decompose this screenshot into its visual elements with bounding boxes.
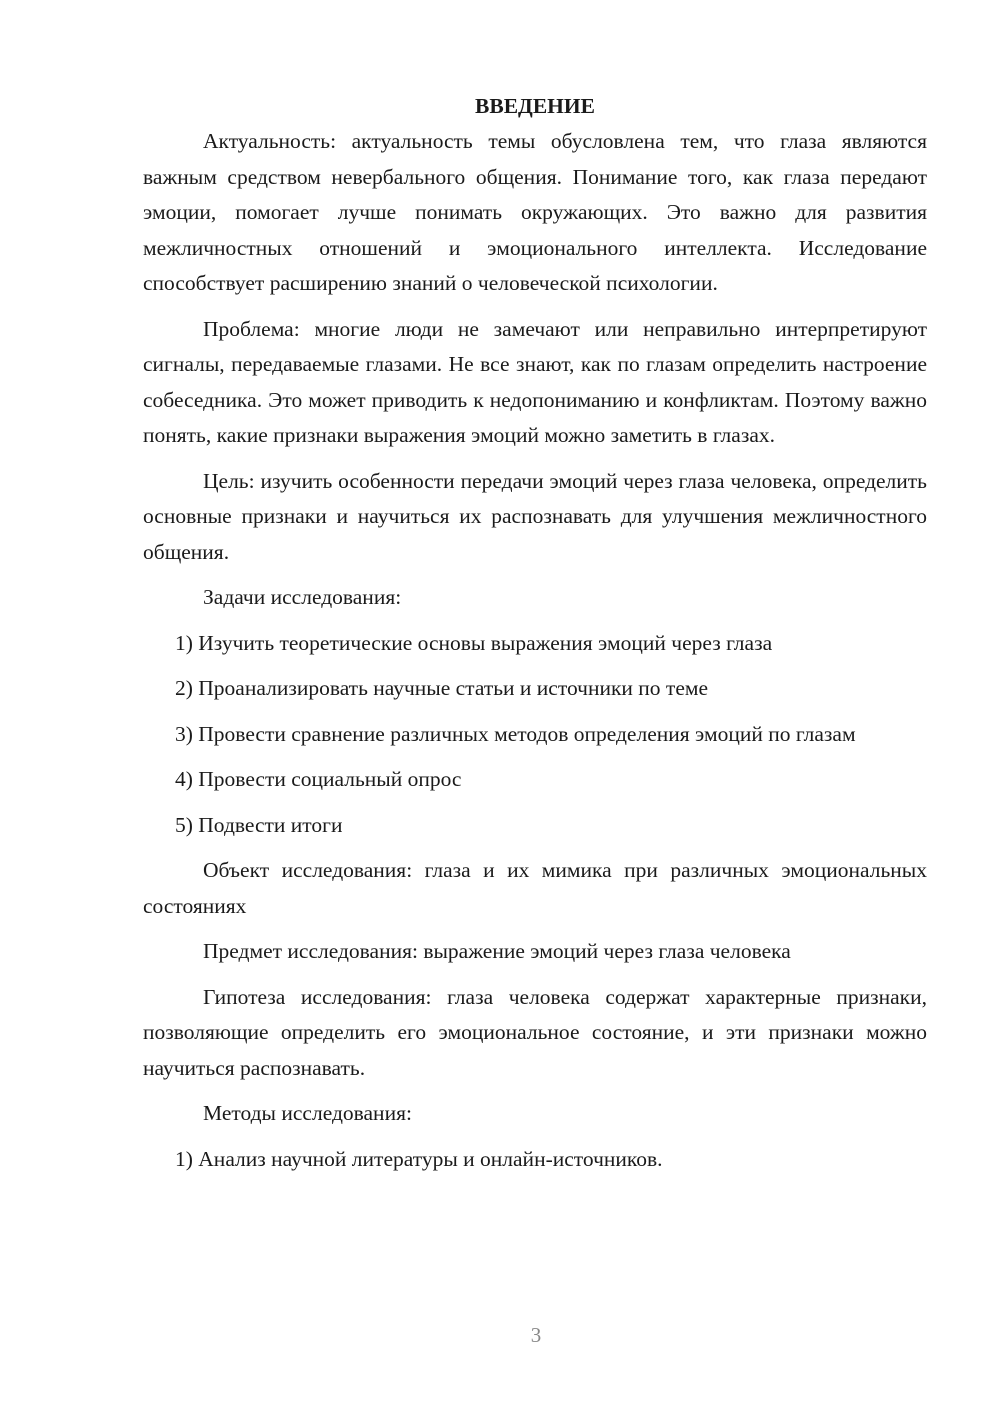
- relevance-paragraph: Актуальность: актуальность темы обусловлена тем, что глаза являются важным средством невербального общения. Понимание того, как глаза передают эмоции, помогает лучше понимать окружающих. Это важно для развития межличностных отношений и эмоционального интеллекта. Исследование способствует расширению знаний о человеческой психологии.: [143, 129, 927, 295]
- methods-heading: Методы исследования:: [203, 1101, 412, 1125]
- task-item-3: 3) Провести сравнение различных методов определения эмоций по глазам: [175, 721, 856, 746]
- hypothesis-paragraph: Гипотеза исследования: глаза человека содержат характерные признаки, позволяющие определить его эмоциональное состояние, и эти признаки можно научиться распознавать.: [143, 984, 927, 1080]
- problem-paragraph: Проблема: многие люди не замечают или неправильно интерпретируют сигналы, передаваемые глазами. Не все знают, как по глазам определить настроение собеседника. Это может приводить к недопониманию и конфликтам. Поэтому важно понять, какие признаки выражения эмоций можно заметить в глазах.: [143, 316, 927, 447]
- tasks-heading: Задачи исследования:: [203, 585, 402, 609]
- subject-paragraph: Предмет исследования: выражение эмоций через глаза человека: [203, 939, 791, 963]
- task-item-5: 5) Подвести итоги: [175, 812, 343, 837]
- page-title: ВВЕДЕНИЕ: [475, 94, 595, 118]
- page-number: 3: [530, 1323, 542, 1347]
- task-item-1: 1) Изучить теоретические основы выражения эмоций через глаза: [175, 630, 773, 655]
- task-item-4: 4) Провести социальный опрос: [175, 767, 462, 791]
- goal-paragraph: Цель: изучить особенности передачи эмоций через глаза человека, определить основные признаки и научиться их распознавать для улучшения межличностного общения.: [143, 468, 927, 564]
- task-item-2: 2) Проанализировать научные статьи и источники по теме: [175, 676, 709, 700]
- page-content: [143, 88, 927, 1177]
- object-paragraph: Объект исследования: глаза и их мимика при различных эмоциональных состояниях: [143, 858, 927, 918]
- method-item-1: 1) Анализ научной литературы и онлайн-источников.: [175, 1146, 663, 1171]
